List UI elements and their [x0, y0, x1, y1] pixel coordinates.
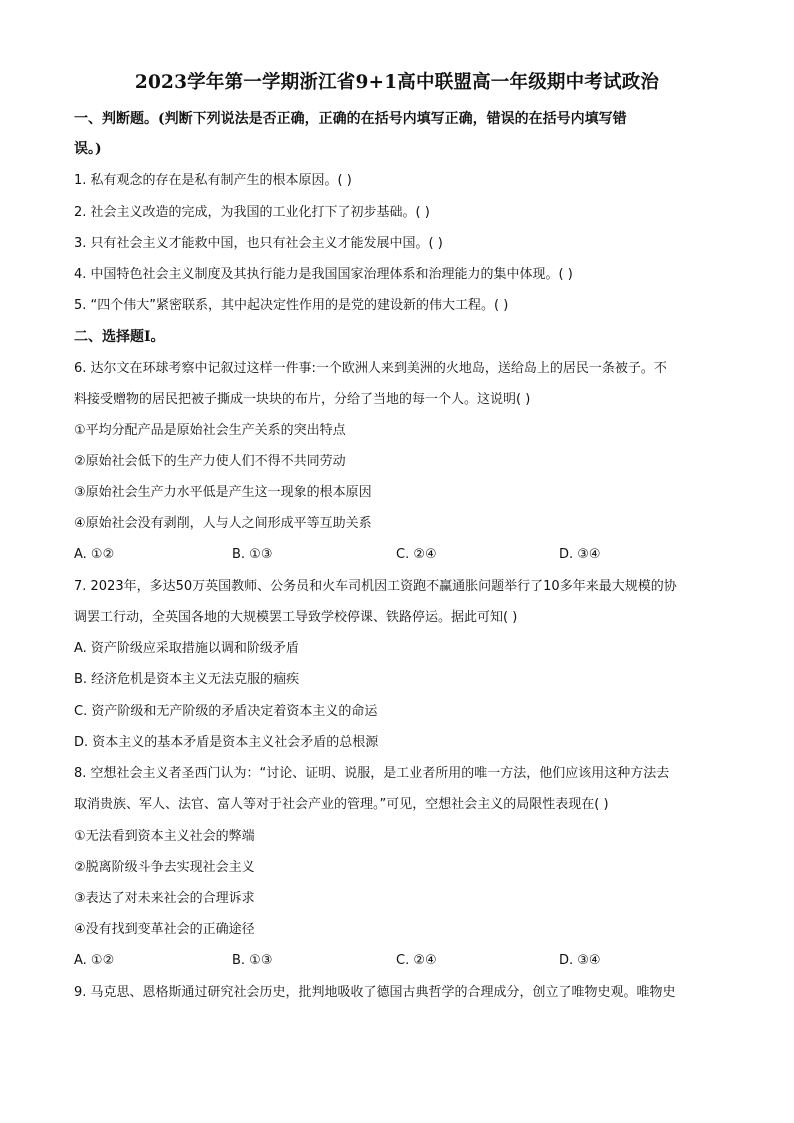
q6-stem-line1: 6. 达尔文在环球考察中记叙过这样一件事:一个欧洲人来到美洲的火地岛，送给岛上的居民一条被子。不	[74, 361, 667, 376]
judge-item-1: 1. 私有观念的存在是私有制产生的根本原因。( )	[74, 173, 352, 188]
judge-item-3: 3. 只有社会主义才能救中国，也只有社会主义才能发展中国。( )	[74, 236, 443, 251]
q6-statement-2: ②原始社会低下的生产力使人们不得不共同劳动	[74, 454, 346, 469]
judge-item-5: 5. “四个伟大”紧密联系，其中起决定性作用的是党的建设新的伟大工程。( )	[74, 298, 509, 313]
q8-statement-2: ②脱离阶级斗争去实现社会主义	[74, 860, 255, 875]
section2-heading: 二、选择题Ⅰ。	[74, 329, 165, 345]
section1-heading: 一、判断题。(判断下列说法是否正确，正确的在括号内填写正确，错误的在括号内填写错	[74, 111, 627, 127]
q6-statement-4: ④原始社会没有剥削，人与人之间形成平等互助关系	[74, 516, 372, 531]
q7-stem-line1: 7. 2023年，多达50万英国教师、公务员和火车司机因工资跑不赢通胀问题举行了10多年来最大规模的协	[74, 579, 677, 594]
q6-stem-line2: 料接受赠物的居民把被子撕成一块块的布片，分给了当地的每一个人。这说明( )	[74, 392, 531, 407]
q7-option-a: A. 资产阶级应采取措施以调和阶级矛盾	[74, 641, 299, 656]
q7-option-d: D. 资本主义的基本矛盾是资本主义社会矛盾的总根源	[74, 735, 379, 750]
q7-option-c: C. 资产阶级和无产阶级的矛盾决定着资本主义的命运	[74, 704, 378, 719]
q7-stem-line2: 调罢工行动，全英国各地的大规模罢工导致学校停课、铁路停运。据此可知( )	[74, 610, 518, 625]
judge-item-4: 4. 中国特色社会主义制度及其执行能力是我国国家治理体系和治理能力的集中体现。( )	[74, 267, 573, 282]
q8-stem-line2: 取消贵族、军人、法官、富人等对于社会产业的管理。”可见，空想社会主义的局限性表现在( )	[74, 797, 609, 812]
q6-option-d: D. ③④	[559, 547, 601, 562]
q6-statement-1: ①平均分配产品是原始社会生产关系的突出特点	[74, 423, 346, 438]
judge-item-2: 2. 社会主义改造的完成，为我国的工业化打下了初步基础。( )	[74, 205, 430, 220]
q8-statement-1: ①无法看到资本主义社会的弊端	[74, 829, 255, 844]
q8-option-b: B. ①③	[232, 953, 273, 968]
q6-statement-3: ③原始社会生产力水平低是产生这一现象的根本原因	[74, 485, 372, 500]
q8-option-d: D. ③④	[559, 953, 601, 968]
q8-stem-line1: 8. 空想社会主义者圣西门认为：“讨论、证明、说服，是工业者所用的唯一方法，他们应该用这种方法去	[74, 766, 670, 781]
section1-heading-cont: 误。)	[74, 141, 102, 157]
q6-option-a: A. ①②	[74, 547, 115, 562]
q8-option-a: A. ①②	[74, 953, 115, 968]
q6-option-b: B. ①③	[232, 547, 273, 562]
q7-option-b: B. 经济危机是资本主义无法克服的痼疾	[74, 672, 300, 687]
exam-title: 2023学年第一学期浙江省9+1高中联盟高一年级期中考试政治	[134, 72, 660, 93]
q9-stem-line1: 9. 马克思、恩格斯通过研究社会历史，批判地吸收了德国古典哲学的合理成分，创立了唯物史观。唯物史	[74, 985, 676, 1000]
q8-statement-3: ③表达了对未来社会的合理诉求	[74, 891, 255, 906]
q8-option-c: C. ②④	[396, 953, 437, 968]
q6-option-c: C. ②④	[396, 547, 437, 562]
q8-statement-4: ④没有找到变革社会的正确途径	[74, 922, 255, 937]
